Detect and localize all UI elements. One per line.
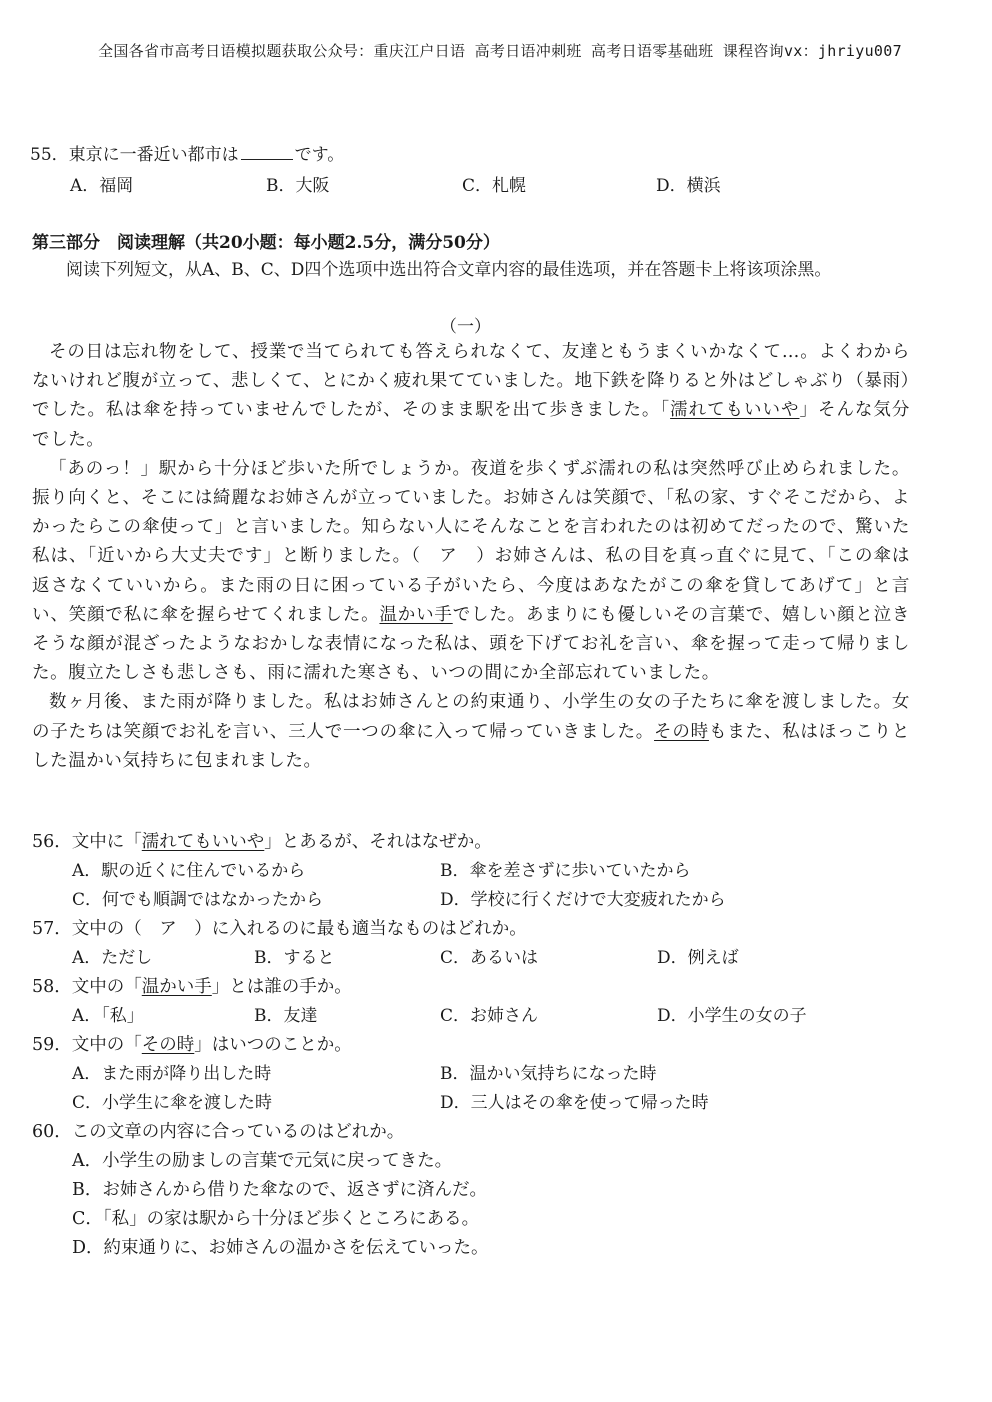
section-instruction: 阅读下列短文，从A、B、C、D四个选项中选出符合文章内容的最佳选项，并在答题卡上将该项涂黑。 [66, 260, 832, 280]
q56-option-c: C．何でも順調ではなかったから [72, 890, 324, 910]
question-55 [30, 140, 930, 199]
passage-paragraph-1 [32, 338, 910, 455]
q59-stem-underlined: その時 [141, 1035, 195, 1055]
p1-underlined: 濡れてもいいや [670, 400, 800, 421]
q56-stem [32, 828, 932, 857]
q58-option-c: C．お姉さん [440, 1006, 539, 1026]
q56-stem-a: 56．文中に「 [32, 832, 142, 852]
q60-option-b: B．お姉さんから借りた傘なので、返さずに済んだ。 [72, 1180, 488, 1200]
q55-option-d: D．横浜 [656, 176, 721, 196]
q55-blank [241, 145, 293, 160]
q59-stem-b: 」はいつのことか。 [194, 1035, 352, 1055]
q58-options-row [32, 1002, 932, 1031]
p2-text-a: 「あのっ！」駅から十分ほど歩いた所でしょうか。夜道を歩くずぶ濡れの私は突然呼び止められました。振り向くと、そこには綺麗なお姉さんが立っていました。お姉さんは笑顔で、「私の家、すぐそこだから、よかったらこの傘使って」と言いました。知らない人にそんなことを言われたのは初めてだったので、驚いた私は、「近いから大丈夫です」と断りました。（ ア ）お姉さんは、私の目を真っ直ぐに見て、「この傘は返さなくていいから。また雨の日に困っている子がいたら、今度はあなたがこの傘を貸してあげて」と言い、笑顔で私に傘を握らせてくれました。 [32, 458, 910, 625]
q59-options-row-1 [32, 1060, 932, 1089]
q59-options-row-2 [32, 1089, 932, 1118]
q56-stem-b: 」とあるが、それはなぜか。 [264, 832, 492, 852]
q55-option-c: C．札幌 [462, 176, 527, 196]
q56-options-row-2 [32, 886, 932, 915]
question-56 [32, 828, 932, 915]
passage-number: （一） [440, 317, 491, 337]
q60-option-a: A．小学生の励ましの言葉で元気に戻ってきた。 [72, 1151, 453, 1171]
q55-option-b: B．大阪 [266, 176, 330, 196]
question-59 [32, 1031, 932, 1118]
p1-text-a: その日は忘れ物をして、授業で当てられても答えられなくて、友達ともうまくいかなくて…。よくわからないけれど腹が立って、悲しくて、とにかく疲れ果てていました。地下鉄を降りると外はどしゃぶり（暴雨）でした。私は傘を持っていませんでしたが、そのまま駅を出て歩きました。「 [32, 342, 910, 421]
p3-underlined: その時 [654, 721, 709, 742]
q59-stem [32, 1031, 932, 1060]
q58-stem-a: 58．文中の「 [32, 977, 142, 997]
question-list [32, 828, 932, 1263]
q57-option-d: D．例えば [657, 948, 739, 968]
q59-option-b: B．温かい気持ちになった時 [440, 1064, 657, 1084]
page-header: 全国各省市高考日语模拟题获取公众号：重庆江户日语 高考日语冲刺班 高考日语零基础班 课程咨询vx：jhriyu007 [98, 42, 902, 60]
q58-stem-b: 」とは誰の手か。 [211, 977, 352, 997]
q56-option-a: A．駅の近くに住んでいるから [72, 861, 306, 881]
question-60 [32, 1118, 932, 1263]
q58-stem-underlined: 温かい手 [141, 977, 212, 997]
q58-option-a: A．「私」 [72, 1006, 144, 1026]
q55-option-a: A．福岡 [70, 176, 134, 196]
q57-option-b: B．すると [254, 948, 335, 968]
q57-options-row [32, 944, 932, 973]
q60-stem: 60．この文章の内容に合っているのはどれか。 [32, 1122, 405, 1142]
p3-text-a: 数ヶ月後、また雨が降りました。私はお姉さんとの約束通り、小学生の女の子たちに傘を渡しました。女の子たちは笑顔でお礼を言い、三人で一つの傘に入って帰っていきました。 [32, 692, 910, 742]
q56-option-b: B．傘を差さずに歩いていたから [440, 861, 691, 881]
q56-option-d: D．学校に行くだけで大変疲れたから [440, 890, 726, 910]
reading-passage [32, 338, 910, 776]
q59-option-d: D．三人はその傘を使って帰った時 [440, 1093, 709, 1113]
q55-stem-before: 55．東京に一番近い都市は [30, 145, 239, 165]
question-58 [32, 973, 932, 1031]
q56-stem-underlined: 濡れてもいいや [141, 832, 265, 852]
q57-option-c: C．あるいは [440, 948, 539, 968]
q60-option-d: D．約束通りに、お姉さんの温かさを伝えていった。 [72, 1238, 489, 1258]
p1-text-b: 」そんな気分でした。 [32, 400, 910, 450]
q60-option-c: C．「私」の家は駅から十分ほど歩くところにある。 [72, 1209, 480, 1229]
passage-paragraph-3 [32, 688, 910, 776]
question-55-stem [30, 140, 930, 165]
q59-stem-a: 59．文中の「 [32, 1035, 142, 1055]
p2-text-b: でした。あまりにも優しいその言葉で、嬉しい顔と泣きそうな顔が混ざったようなおかしな表情になった私は、頭を下げてお礼を言い、傘を握って走って帰りました。腹立たしさも悲しさも、雨に濡れた寒さも、いつの間にか全部忘れていました。 [32, 604, 911, 684]
q59-option-c: C．小学生に傘を渡した時 [72, 1093, 273, 1113]
q58-option-b: B．友達 [254, 1006, 318, 1026]
q55-stem-after: です。 [294, 145, 345, 165]
q55-options [30, 171, 930, 199]
q58-option-d: D．小学生の女の子 [657, 1006, 807, 1026]
q57-option-a: A．ただし [72, 948, 153, 968]
q57-stem: 57．文中の（ ア ）に入れるのに最も適当なものはどれか。 [32, 919, 527, 939]
q58-stem [32, 973, 932, 1002]
q59-option-a: A．また雨が降り出した時 [72, 1064, 272, 1084]
passage-paragraph-2 [32, 455, 910, 689]
q56-options-row-1 [32, 857, 932, 886]
question-57 [32, 915, 932, 973]
section-title: 第三部分 阅读理解（共20小题：每小题2.5分，满分50分） [32, 233, 500, 253]
p3-text-b: もまた、私はほっこりとした温かい気持ちに包まれました。 [32, 721, 910, 771]
p2-underlined: 温かい手 [379, 604, 453, 625]
